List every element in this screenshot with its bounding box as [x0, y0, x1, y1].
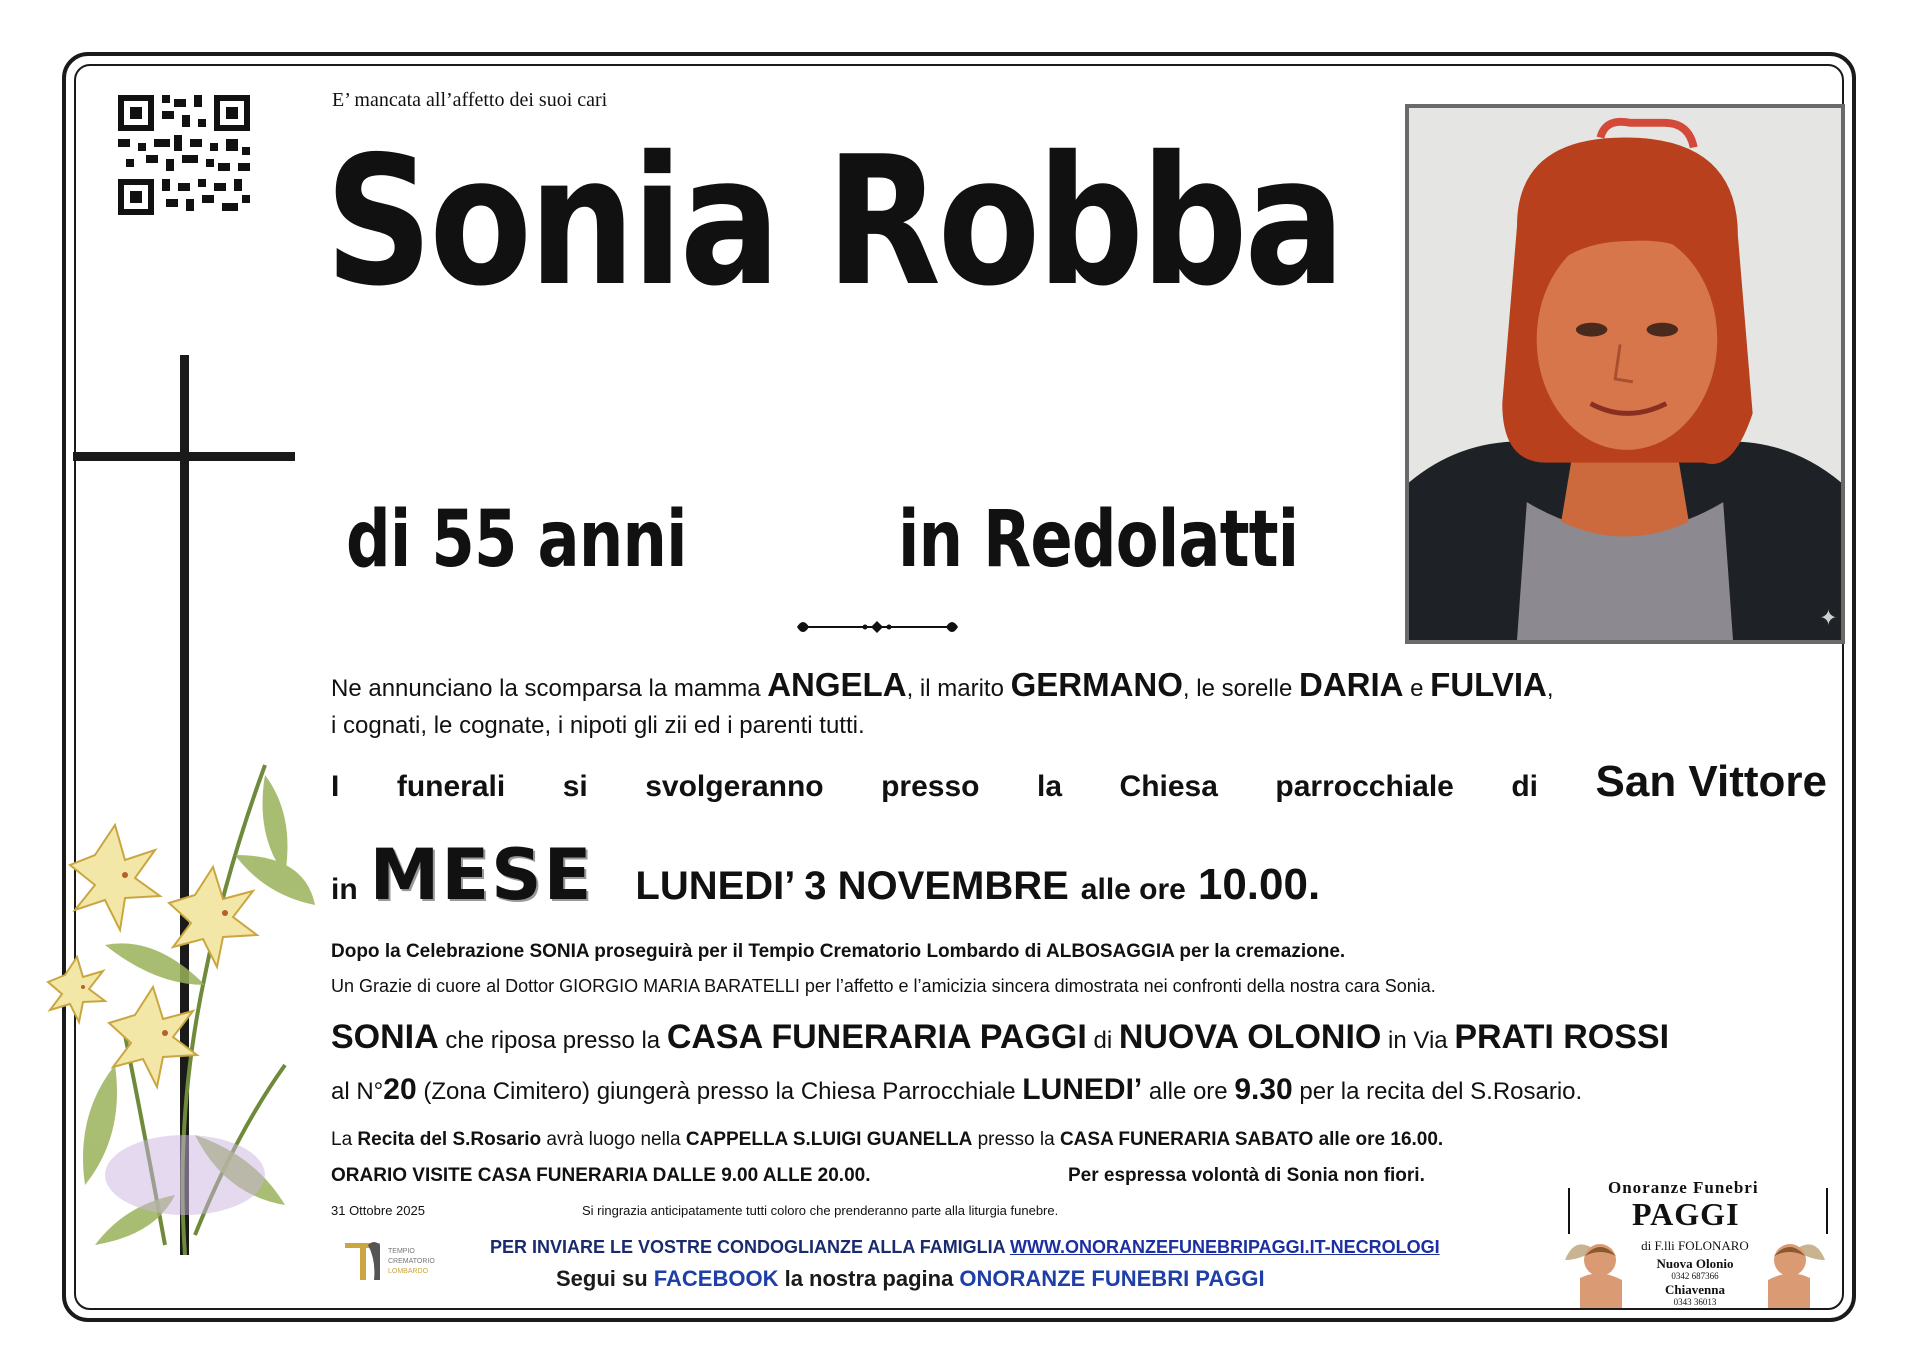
funeral-hour: 10.00. — [1197, 860, 1321, 909]
portrait-photo — [1405, 104, 1845, 644]
place-name: MESE — [369, 834, 594, 916]
thanks-note: Si ringrazia anticipatamente tutti coloro che prenderanno parte alla liturgia funebre. — [582, 1203, 1059, 1218]
text-run: , le sorelle — [1182, 675, 1299, 702]
in-word: in — [331, 873, 358, 906]
text-run: DARIA — [1298, 666, 1404, 703]
text-run: la nostra pagina — [778, 1266, 960, 1291]
text-run: CASA FUNERARIA PAGGI — [666, 1018, 1087, 1056]
doctor-thanks-text: Un Grazie di cuore al Dottor GIORGIO MARIA BARATELLI per l’affetto e l’amicizia sincera dimostrata nei confronti della nostra cara Sonia. — [331, 976, 1436, 996]
text-run: CASA FUNERARIA SABATO alle ore 16.00. — [1059, 1129, 1444, 1150]
text-run: per la recita del S.Rosario. — [1292, 1078, 1583, 1105]
logo-owners: di F.lli FOLONARO — [1641, 1238, 1749, 1253]
text-run: presso la — [972, 1129, 1060, 1150]
crematorium-logo-line1: TEMPIO — [388, 1248, 415, 1255]
text-run: avrà luogo nella — [541, 1129, 686, 1150]
svg-text:✦: ✦ — [1819, 606, 1838, 632]
logo-header: Onoranze Funebri — [1608, 1178, 1759, 1197]
intro-text: E’ mancata all’affetto dei suoi cari — [332, 89, 608, 111]
text-run: LUNEDI’ — [1022, 1073, 1143, 1106]
arrival-line — [331, 1075, 1582, 1105]
logo-city-1: Nuova Olonio — [1656, 1256, 1734, 1271]
ornament-divider-icon — [795, 612, 960, 642]
text-run: NUOVA OLONIO — [1118, 1018, 1382, 1056]
text-run: PRATI ROSSI — [1454, 1018, 1670, 1056]
text-run: in Via — [1381, 1027, 1455, 1054]
funeral-word: svolgeranno — [645, 770, 824, 803]
text-run: La — [331, 1129, 358, 1150]
qr-code-icon — [118, 95, 250, 215]
funeral-date-line — [331, 834, 1321, 916]
text-run: (Zona Cimitero) giungerà presso la Chiesa Parrocchiale — [416, 1078, 1023, 1105]
condolences-line — [490, 1238, 1440, 1256]
text-run: SONIA — [331, 1018, 439, 1056]
alle-ore: alle ore — [1080, 873, 1186, 906]
announcement-line-2: i cognati, le cognate, i nipoti gli zii ed i parenti tutti. — [331, 712, 865, 739]
text-run: di — [1086, 1027, 1119, 1054]
cremation-text: Dopo la Celebrazione SONIA proseguirà per il Tempio Crematorio Lombardo di ALBOSAGGIA per la cremazione. — [331, 941, 1346, 962]
crematorium-logo — [340, 1235, 470, 1285]
facebook-link[interactable]: FACEBOOK — [653, 1266, 779, 1291]
funeral-word: di — [1511, 770, 1539, 803]
condolences-prefix: PER INVIARE LE VOSTRE CONDOGLIANZE ALLA FAMIGLIA — [490, 1237, 1011, 1257]
funeral-word: parrocchiale — [1275, 770, 1454, 803]
text-run: GERMANO — [1010, 666, 1183, 703]
rosary-line — [331, 1130, 1443, 1149]
funeral-word: si — [562, 770, 588, 803]
funeral-home-logo — [1560, 1170, 1830, 1315]
text-run: e — [1403, 675, 1431, 702]
crematorium-logo-line3: LOMBARDO — [388, 1268, 429, 1275]
married-name: in Redolatti — [898, 495, 1299, 585]
funeral-word: la — [1037, 770, 1063, 803]
funeral-day: LUNEDI’ 3 NOVEMBRE — [635, 864, 1069, 908]
deceased-name: Sonia Robba — [325, 118, 1342, 325]
no-flowers-note: Per espressa volontà di Sonia non fiori. — [1068, 1165, 1425, 1186]
text-run: FULVIA — [1430, 666, 1547, 703]
lily-flowers-illustration — [35, 735, 335, 1255]
funeral-word: Chiesa — [1119, 770, 1218, 803]
text-run: Ne annunciano la scomparsa la mamma — [331, 675, 768, 702]
angel-icon — [1758, 1230, 1830, 1310]
crematorium-logo-line2: CREMATORIO — [388, 1258, 435, 1265]
facebook-line — [556, 1268, 1265, 1290]
logo-name: PAGGI — [1632, 1196, 1740, 1232]
logo-phone-2: 0343 36013 — [1673, 1297, 1717, 1307]
funeral-line — [331, 757, 1827, 806]
text-run: , — [1546, 675, 1554, 702]
logo-city-2: Chiavenna — [1665, 1282, 1725, 1297]
text-run: CAPPELLA S.LUIGI GUANELLA — [685, 1129, 973, 1150]
text-run: 9.30 — [1234, 1073, 1293, 1106]
age-text: di 55 anni — [346, 495, 687, 585]
text-run: alle ore — [1142, 1078, 1235, 1105]
text-run: che riposa presso la — [438, 1027, 667, 1054]
text-run: , il marito — [906, 675, 1011, 702]
funeral-word: presso — [881, 770, 980, 803]
text-run: al N° — [331, 1078, 384, 1105]
text-run: Segui su — [556, 1266, 654, 1291]
visiting-hours: ORARIO VISITE CASA FUNERARIA DALLE 9.00 ALLE 20.00. — [331, 1165, 871, 1186]
funeral-word: funerali — [396, 770, 506, 803]
rest-line — [331, 1020, 1669, 1054]
text-run: ANGELA — [767, 666, 907, 703]
church-name: San Vittore — [1595, 757, 1827, 806]
logo-phone-1: 0342 687366 — [1671, 1271, 1719, 1281]
condolences-link[interactable]: WWW.ONORANZEFUNEBRIPAGGI.IT-NECROLOGI — [1010, 1237, 1440, 1257]
angel-icon — [1560, 1230, 1632, 1310]
funeral-word: I — [331, 770, 340, 803]
text-run: 20 — [383, 1073, 417, 1106]
text-run: Recita del S.Rosario — [357, 1129, 542, 1150]
publication-date: 31 Ottobre 2025 — [331, 1203, 425, 1218]
facebook-link[interactable]: ONORANZE FUNEBRI PAGGI — [959, 1266, 1265, 1291]
announcement-line-1 — [331, 668, 1554, 701]
